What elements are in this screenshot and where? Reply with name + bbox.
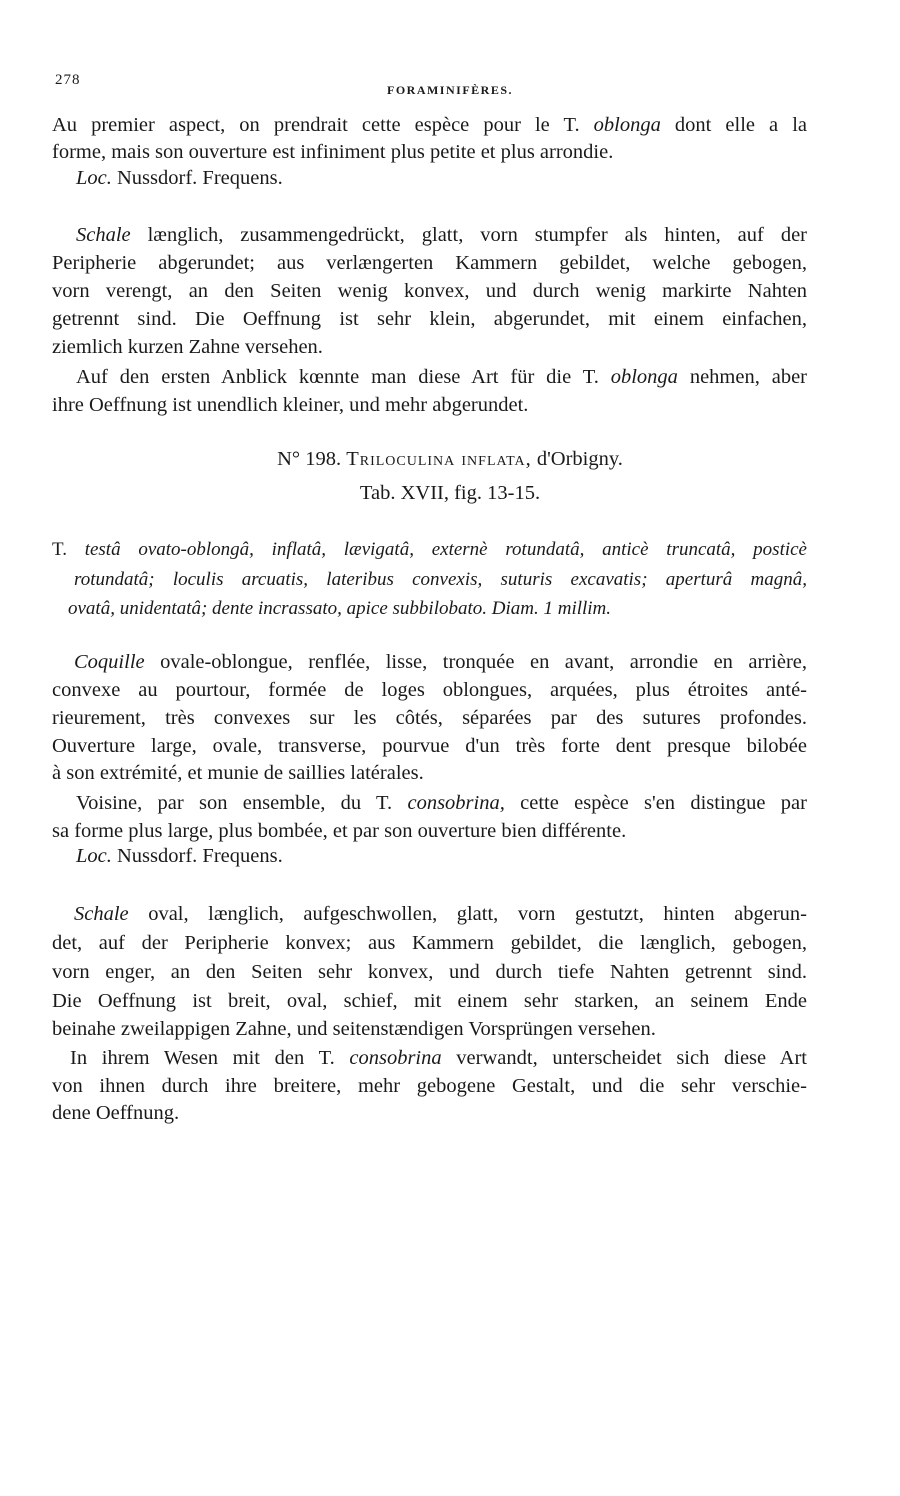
- lead-word: Coquille: [74, 651, 145, 673]
- text-line: [52, 112, 807, 138]
- text-span: længlich, zusammengedrückt, glatt, vorn stumpfer als hinten, auf der: [130, 224, 807, 246]
- species-epithet: oblonga: [593, 114, 661, 136]
- species-epithet: consobrina: [349, 1047, 442, 1069]
- page-number: 278: [55, 72, 81, 88]
- text-line: convexe au pourtour, formée de loges oblongues, arquées, plus étroites anté-: [52, 679, 807, 701]
- text-span: cette espèce s'en distingue par: [504, 792, 807, 814]
- species-heading: [0, 448, 900, 471]
- text-span: In ihrem Wesen mit den T.: [70, 1047, 350, 1069]
- species-epithet: consobrina,: [407, 792, 505, 814]
- running-title: FORAMINIFÈRES.: [386, 83, 513, 97]
- latin-line: rotundatâ; loculis arcuatis, lateribus convexis, suturis excavatis; aperturâ magnâ,: [74, 569, 807, 590]
- text-line: [70, 1045, 807, 1071]
- text-span: verwandt, unterscheidet sich diese Art: [441, 1047, 807, 1069]
- text-line: vorn enger, an den Seiten sehr konvex, und durch tiefe Nahten getrennt sind.: [52, 961, 807, 983]
- text-span: ovale-oblongue, renflée, lisse, tronquée en avant, arrondie en arrière,: [144, 651, 807, 673]
- text-line: [76, 364, 807, 390]
- text-line: dene Oeffnung.: [52, 1102, 180, 1124]
- text-span: oval, længlich, aufgeschwollen, glatt, vorn gestutzt, hinten abgerun-: [128, 903, 807, 925]
- locality-line: [76, 843, 776, 869]
- text-span: Voisine, par son ensemble, du T.: [76, 792, 408, 814]
- text-span: nehmen, aber: [677, 366, 807, 388]
- species-name: Triloculina inflata,: [346, 448, 532, 470]
- text-span: dont elle a la: [660, 114, 807, 136]
- text-line: getrennt sind. Die Oeffnung ist sehr klein, abgerundet, mit einem einfachen,: [52, 308, 807, 330]
- text-line: à son extrémité, et munie de saillies latérales.: [52, 762, 424, 784]
- species-author: d'Orbigny.: [531, 448, 623, 470]
- text-line: [52, 222, 807, 248]
- latin-line: ovatâ, unidentatâ; dente incrassato, apice subbilobato. Diam. 1 millim.: [68, 598, 612, 619]
- text-line: [76, 790, 807, 816]
- text-span: testâ ovato-oblongâ, inflatâ, lævigatâ, externè rotundatâ, anticè truncatâ, posticè: [84, 539, 807, 560]
- text-line: beinahe zweilappigen Zahne, und seitenstændigen Vorsprüngen versehen.: [52, 1018, 656, 1040]
- text-line: [52, 901, 807, 927]
- plate-reference: Tab. XVII, fig. 13-15.: [359, 482, 541, 504]
- text-span: Au premier aspect, on prendrait cette espèce pour le T.: [52, 114, 594, 136]
- latin-line: [52, 537, 807, 563]
- text-span: T.: [52, 539, 85, 560]
- text-line: sa forme plus large, plus bombée, et par son ouverture bien différente.: [52, 820, 627, 842]
- loc-label: Loc.: [76, 845, 112, 867]
- species-epithet: oblonga: [610, 366, 678, 388]
- text-line: rieurement, très convexes sur les côtés, séparées par des sutures profondes.: [52, 707, 807, 729]
- locality-line: [76, 165, 776, 191]
- loc-label: Loc.: [76, 167, 112, 189]
- text-line: Ouverture large, ovale, transverse, pourvue d'un très forte dent presque bilobée: [52, 735, 807, 757]
- lead-word: Schale: [74, 903, 129, 925]
- text-line: Die Oeffnung ist breit, oval, schief, mit einem sehr starken, an seinem Ende: [52, 990, 807, 1012]
- loc-text: Nussdorf. Frequens.: [111, 845, 283, 867]
- text-line: det, auf der Peripherie konvex; aus Kammern gebildet, die længlich, gebogen,: [52, 932, 807, 954]
- loc-text: Nussdorf. Frequens.: [111, 167, 283, 189]
- text-line: Peripherie abgerundet; aus verlængerten Kammern gebildet, welche gebogen,: [52, 252, 807, 274]
- text-span: Auf den ersten Anblick kœnnte man diese Art für die T.: [76, 366, 611, 388]
- text-line: vorn verengt, an den Seiten wenig konvex, und durch wenig markirte Nahten: [52, 280, 807, 302]
- text-line: ihre Oeffnung ist unendlich kleiner, und mehr abgerundet.: [52, 394, 529, 416]
- text-line: ziemlich kurzen Zahne versehen.: [52, 336, 323, 358]
- text-line: von ihnen durch ihre breitere, mehr gebogene Gestalt, und die sehr verschie-: [52, 1075, 807, 1097]
- lead-word: Schale: [76, 224, 131, 246]
- text-line: forme, mais son ouverture est infiniment plus petite et plus arrondie.: [52, 141, 614, 163]
- species-number: N° 198.: [277, 448, 342, 470]
- text-line: [52, 649, 807, 675]
